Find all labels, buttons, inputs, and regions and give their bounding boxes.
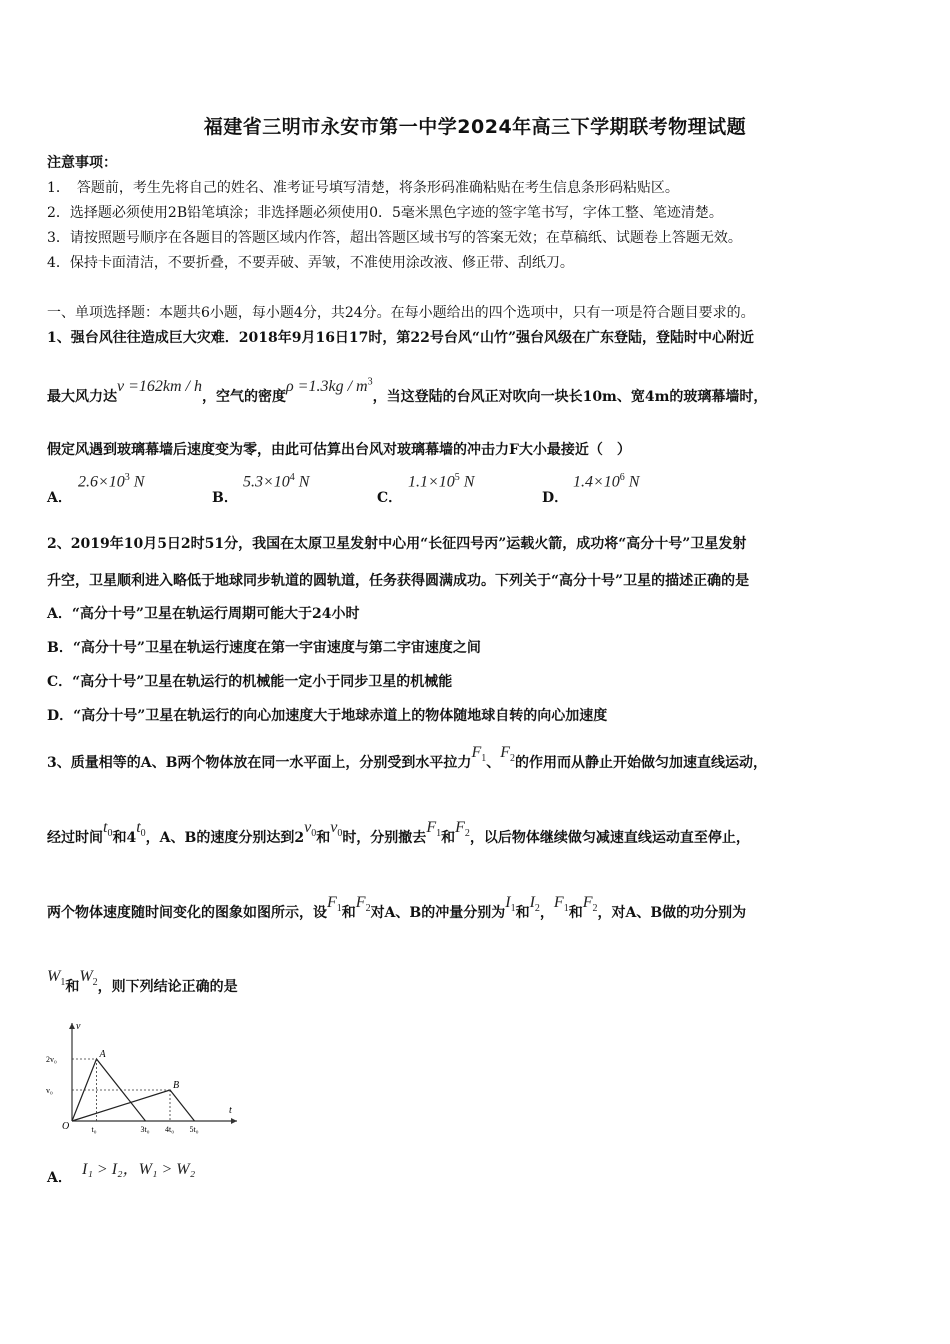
- q1-line1: 1、强台风往往造成巨大灾难．2018年9月16日17时，第22号台风“山竹”强台风级在广东登陆，登陆时中心附近: [47, 330, 754, 346]
- section-heading: 一、单项选择题：本题共6小题，每小题4分，共24分。在每小题给出的四个选项中，只有一项是符合题目要求的。: [47, 305, 755, 321]
- q1-line2: 最大风力达v =162km / h，空气的密度$\rho =1.3kg / m^3$，当这登陆的台风正对吹向一块长10m、宽4m的玻璃幕墙时，: [47, 376, 768, 405]
- y-tick-label: v₀: [46, 1086, 53, 1095]
- x-tick-label: t₀: [91, 1125, 97, 1134]
- q3-line2: 经过时间$t_0$和$4t_0$，A、B的速度分别达到$2v_0$和$v_0$时，分别撤去$F_1$和$F_2$，以后物体继续做匀减速直线运动直至停止，: [47, 819, 750, 846]
- notice-item: 4．保持卡面清洁，不要折叠，不要弄破、弄皱，不准使用涂改液、修正带、刮纸刀。: [47, 255, 574, 271]
- notice-item: 1． 答题前，考生先将自己的姓名、准考证号填写清楚，将条形码准确粘贴在考生信息条形码粘贴区。: [47, 180, 679, 196]
- q1-option-b-label: B．: [212, 490, 238, 506]
- q1-option-d-value: $1.4\times 10^6$ N: [573, 472, 640, 491]
- q1-line3: 假定风遇到玻璃幕墙后速度变为零，由此可估算出台风对玻璃幕墙的冲击力F大小最接近（ ）: [47, 442, 631, 458]
- y-axis-arrow: [69, 1023, 75, 1029]
- point-label: A: [99, 1049, 106, 1060]
- f2-symbol: $F_2$: [500, 744, 515, 765]
- q1-option-d-label: D．: [542, 490, 569, 506]
- y-tick-label: 2v₀: [46, 1055, 57, 1064]
- q2-line1: 2、2019年10月5日2时51分，我国在太原卫星发射中心用“长征四号丙”运载火箭，成功将“高分十号”卫星发射: [47, 536, 747, 552]
- notice-heading: 注意事项：: [47, 155, 117, 171]
- q2-option-c: C．“高分十号”卫星在轨运行的机械能一定小于同步卫星的机械能: [47, 674, 453, 690]
- point-label: B: [173, 1080, 180, 1091]
- q3-line1: 3、质量相等的A、B两个物体放在同一水平面上，分别受到水平拉力$F_1$、$F_2$的作用而从静止开始做匀加速直线运动，: [47, 744, 767, 771]
- velocity-time-graph: [44, 1015, 244, 1140]
- x-tick-label: 3t₀: [140, 1125, 150, 1134]
- q2-option-b: B．“高分十号”卫星在轨运行速度在第一宇宙速度与第二宇宙速度之间: [47, 640, 481, 656]
- x-tick-label: 5t₀: [189, 1125, 199, 1134]
- q1-option-b-value: $5.3\times 10^4$ N: [243, 472, 310, 491]
- q2-option-a: A．“高分十号”卫星在轨运行周期可能大于24小时: [47, 606, 360, 622]
- page-title: 福建省三明市永安市第一中学2024年高三下学期联考物理试题: [203, 116, 747, 138]
- wind-speed-formula: v =162km / h: [117, 378, 202, 395]
- q2-line2: 升空，卫星顺利进入略低于地球同步轨道的圆轨道，任务获得圆满成功。下列关于“高分十号”卫星的描述正确的是: [47, 573, 750, 589]
- q2-option-d: D．“高分十号”卫星在轨运行的向心加速度大于地球赤道上的物体随地球自转的向心加速度: [47, 708, 608, 724]
- y-axis-label: v: [76, 1021, 81, 1032]
- x-axis-arrow: [231, 1118, 237, 1124]
- q3-line4: $W_1$和$W_2$，则下列结论正确的是: [47, 968, 238, 995]
- q1-option-a-value: $2.6\times 10^3$ N: [78, 472, 145, 491]
- notice-item: 3．请按照题号顺序在各题目的答题区域内作答，超出答题区域书写的答案无效；在草稿纸、试题卷上答题无效。: [47, 230, 742, 246]
- x-tick-label: 4t₀: [165, 1125, 175, 1134]
- x-axis-label: t: [229, 1105, 232, 1116]
- q1-option-a-label: A．: [47, 490, 72, 506]
- q1-option-c-label: C．: [377, 490, 403, 506]
- q1-option-c-value: $1.1\times 10^5$ N: [408, 472, 475, 491]
- notice-item: 2．选择题必须使用2B铅笔填涂；非选择题必须使用0．5毫米黑色字迹的签字笔书写，字体工整、笔迹清楚。: [47, 205, 723, 221]
- air-density-formula: $\rho =1.3kg / m^3$: [286, 376, 373, 395]
- f1-symbol: $F_1$: [471, 744, 487, 765]
- q3-option-a-value: I₁ > I₂，W₁ > W₂: [82, 1161, 196, 1178]
- q3-option-a-label: A．: [47, 1170, 72, 1186]
- origin-label: O: [62, 1121, 70, 1132]
- q3-line3: 两个物体速度随时间变化的图象如图所示，设$F_1$和$F_2$对A、B的冲量分别为$I_1$和$I_2$，$F_1$和$F_2$，对A、B做的功分别为: [47, 894, 747, 921]
